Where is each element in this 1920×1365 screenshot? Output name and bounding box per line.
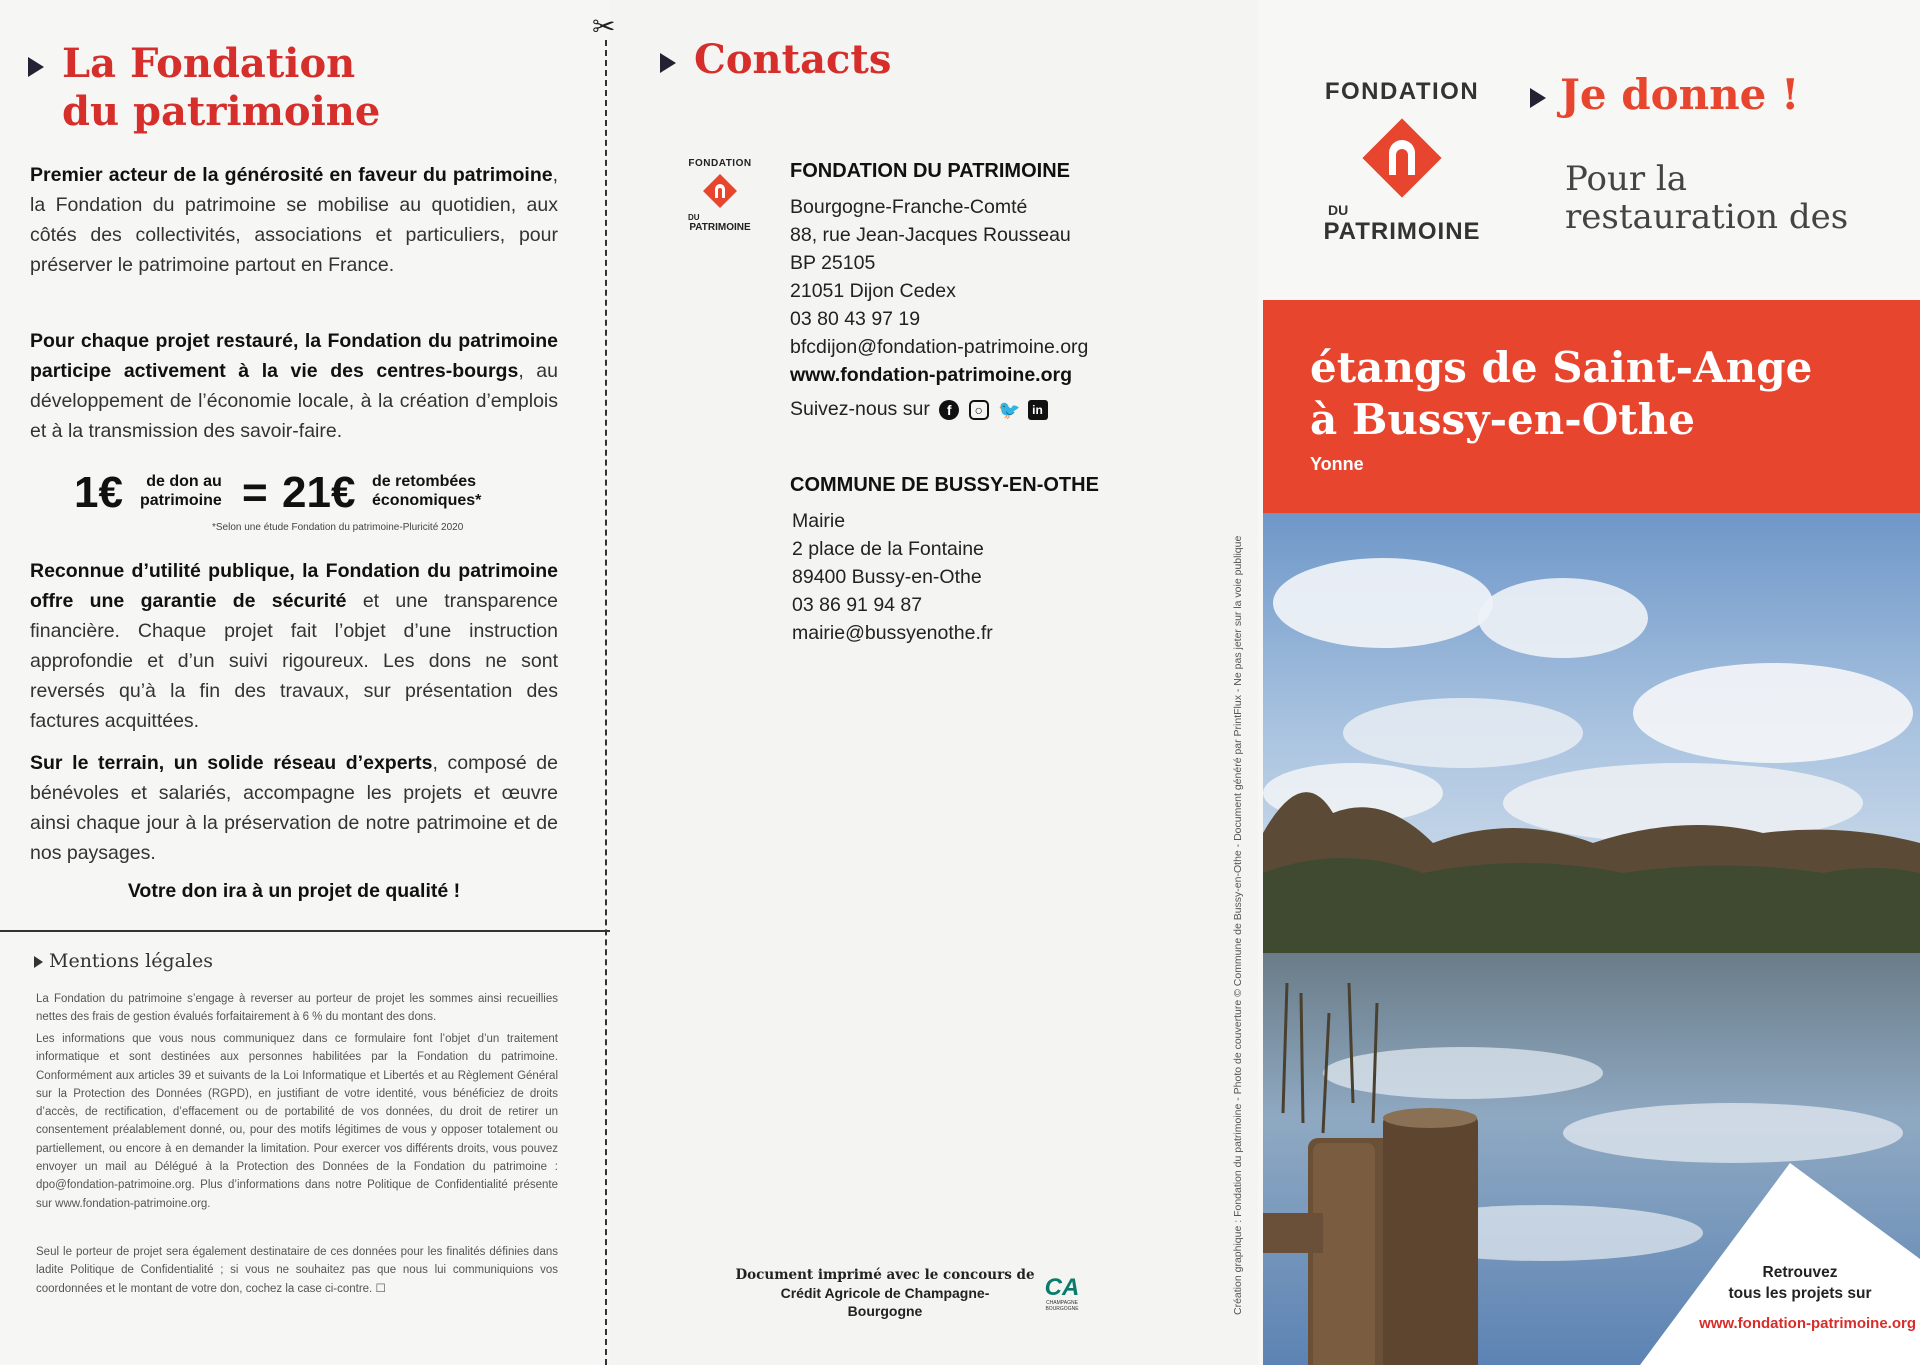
org-address-line: 88, rue Jean-Jacques Rousseau: [790, 224, 1071, 246]
paragraph-public-utility: Reconnue d’utilité publique, la Fondation du patrimoine offre une garantie de sécurité et une transparence financière. Chaque projet fait l’objet d’une instruction approfondie et d’un suivi rigoureux. Les dons ne sont reversés qu’à la fin des travaux, sur présentation des factures acquittées.: [30, 560, 559, 732]
stat-footnote: *Selon une étude Fondation du patrimoine-Pluricité 2020: [212, 522, 464, 533]
credit-agricole-logo: CA CHAMPAGNE BOURGOGNE: [1044, 1274, 1080, 1312]
triangle-bullet-icon: [28, 57, 44, 77]
legal-text-fees: La Fondation du patrimoine s’engage à reverser au porteur de projet les sommes ainsi recueillies nettes des frais de gestion évalués forfaitairement à 6 % du montant des dons.: [36, 993, 558, 1024]
paragraph-projects: Pour chaque projet restauré, la Fondation du patrimoine participe activement à la vie des centres-bourgs, au développement de l’économie locale, à la création d’emplois et à la transmission des savoir-faire.: [30, 330, 558, 442]
website-link[interactable]: www.fondation-patrimoine.org: [1699, 1315, 1916, 1332]
scissors-icon: ✂: [592, 11, 616, 42]
twitter-icon[interactable]: 🐦: [998, 399, 1021, 420]
triangle-bullet-icon: [1530, 88, 1546, 108]
paragraph-experts: Sur le terrain, un solide réseau d’experts, composé de bénévoles et salariés, accompagne les projets et œuvre ainsi chaque jour à la préservation de notre patrimoine et de nos paysages.: [30, 752, 558, 864]
commune-line: 89400 Bussy-en-Othe: [792, 566, 982, 588]
commune-name: COMMUNE DE BUSSY-EN-OTHE: [790, 474, 1099, 496]
legal-title: Mentions légales: [34, 950, 213, 972]
org-name: FONDATION DU PATRIMOINE: [790, 160, 1070, 182]
org-phone: 03 80 43 97 19: [790, 308, 921, 330]
triangle-bullet-icon: [660, 53, 676, 73]
paragraph-intro: Premier acteur de la générosité en faveur du patrimoine, la Fondation du patrimoine se mobilise au quotidien, aux côtés des collectivités, associations et particuliers, pour préserver le patrimoine partout en France.: [30, 164, 558, 276]
cover-subtitle: Pour la restauration des: [1565, 159, 1849, 237]
commune-line: 2 place de la Fontaine: [792, 538, 984, 560]
fondation-logo-small: FONDATION DU PATRIMOINE: [688, 158, 752, 233]
org-email[interactable]: bfcdijon@fondation-patrimoine.org: [790, 336, 1089, 358]
horizontal-divider: [0, 930, 610, 932]
org-address-line: BP 25105: [790, 252, 876, 274]
commune-line: Mairie: [792, 510, 846, 532]
project-department: Yonne: [1310, 454, 1364, 474]
vertical-credit-line: Création graphique : Fondation du patrimoine - Photo de couverture © Commune de Bussy-en-Othe - Document généré par PrintFlux - Ne pas jeter sur la voie publique: [1232, 535, 1244, 1315]
commune-email[interactable]: mairie@bussyenothe.fr: [792, 622, 993, 644]
triangle-bullet-icon: [34, 956, 43, 968]
legal-text-rgpd: Les informations que vous nous communiquez dans ce formulaire font l’objet d’un traitement informatique et sont destinées aux personnes habilitées par la Fondation du patrimoine. Conformément aux articles 39 et suivants de la Loi Informatique et Libertés et au Règlement Général sur la Protection des Données (RGPD), en justifiant de votre identité, vous bénéficiez de droits d’accès, de rectification, d’effacement ou de portabilité de vos données, du droit de retirer un consentement préalablement donné, ou, pour des motifs légitimes de vous y opposer totalement ou partiellement, ou encore à en demander la limitation. Pour exercer vos différents droits, vous pouvez envoyer un mail au Délégué à la Protection des Données de la Fondation du patrimoine : dpo@fondation-patrimoine.org. Plus d’informations dans notre Politique de Confidentialité présente sur www.fondation-patrimoine.org.: [36, 1033, 558, 1210]
cta-heading: Je donne !: [1530, 70, 1799, 119]
social-row: Suivez-nous sur f ○ 🐦 in: [790, 398, 1048, 421]
quality-tagline: Votre don ira à un projet de qualité !: [127, 880, 461, 902]
panel-title-contacts: Contacts: [660, 36, 891, 83]
cut-line: [605, 40, 607, 1365]
facebook-icon[interactable]: f: [939, 400, 959, 420]
linkedin-icon[interactable]: in: [1028, 400, 1048, 420]
commune-phone: 03 86 91 94 87: [792, 594, 923, 616]
fondation-logo: FONDATION DU PATRIMOINE: [1323, 78, 1481, 245]
find-projects-text: Retrouvez tous les projets sur: [1728, 1264, 1872, 1302]
org-website[interactable]: www.fondation-patrimoine.org: [790, 364, 1073, 386]
instagram-icon[interactable]: ○: [969, 400, 989, 420]
legal-text-optout: Seul le porteur de projet sera également destinataire de ces données pour les finalités définies dans ladite Politique de Confidentialité ; si vous ne souhaitez pas que nous lui communiquions vos coordonnées et le montant de votre don, cochez la case ci-contre. ☐: [36, 1246, 558, 1295]
project-title: étangs de Saint-Ange à Bussy-en-Othe: [1310, 343, 1813, 444]
donation-stat: 1€ de don au patrimoine = 21€ de retombées économiques*: [74, 468, 482, 517]
print-sponsor-note: Document imprimé avec le concours de Crédit Agricole de Champagne- Bourgogne: [735, 1267, 1035, 1319]
org-address-line: 21051 Dijon Cedex: [790, 280, 956, 302]
panel-title-fondation: La Fondation du patrimoine: [28, 40, 380, 136]
fondation-diamond-icon: [1352, 108, 1452, 208]
org-address-line: Bourgogne-Franche-Comté: [790, 196, 1028, 218]
fondation-diamond-icon: [700, 171, 740, 211]
